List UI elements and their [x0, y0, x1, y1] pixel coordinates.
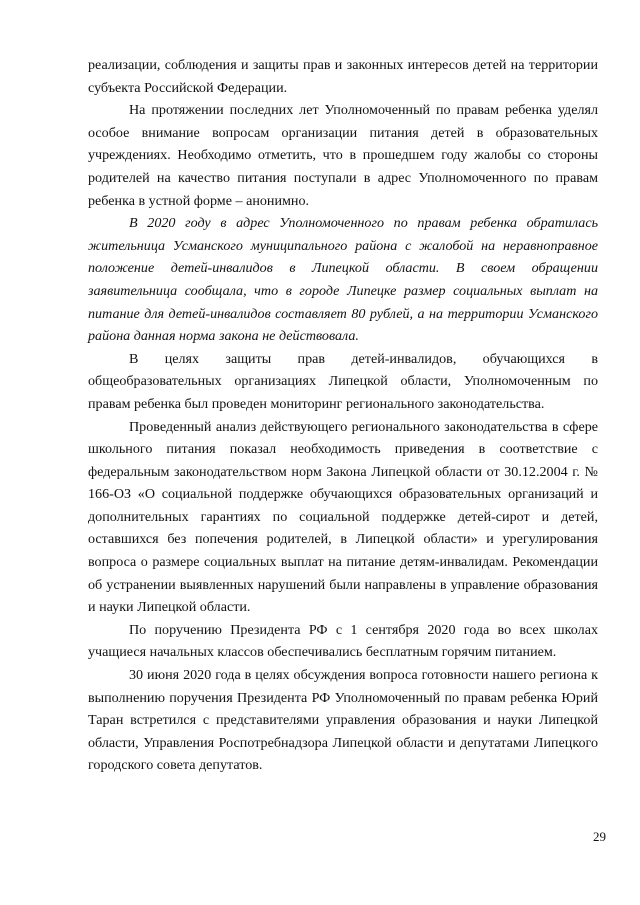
paragraph-complaint-case: В 2020 году в адрес Уполномоченного по правам ребенка обратилась жительница Усманского муниципального района с жалобой на неравноправное положение детей-инвалидов в Липецкой области. В своем обращении заявительница сообщала, что в городе Липецке размер социальных выплат на питание для детей-инвалидов составляет 80 рублей, а на территории Усманского района данная норма закона не действовала. [88, 215, 598, 345]
document-page [88, 54, 598, 777]
paragraph-meeting: 30 июня 2020 года в целях обсуждения вопроса готовности нашего региона к выполнению поручения Президента РФ Уполномоченный по правам ребенка Юрий Таран встретился с представителями управления образования и науки Липецкой области, Управления Роспотребнадзора Липецкой области и депутатами Липецкого городского совета депутатов. [88, 667, 598, 774]
paragraph-legislation-analysis: Проведенный анализ действующего регионального законодательства в сфере школьного питания показал необходимость приведения в соответствие с федеральным законодательством норм Закона Липецкой области от 30.12.2004 г. № 166-ОЗ «О социальной поддержке обучающихся образовательных организаций и дополнительных гарантиях по социальной поддержке детей-сирот и детей, оставшихся без попечения родителей, в Липецкой области» и урегулирования вопроса о размере социальных выплат на питание детям-инвалидам. Рекомендации об устранении выявленных нарушений были направлены в управление образования и науки Липецкой области. [88, 418, 598, 616]
paragraph-continuation: реализации, соблюдения и защиты прав и законных интересов детей на территории субъекта Российской Федерации. [88, 57, 598, 96]
paragraph-president-order: По поручению Президента РФ с 1 сентября 2020 года во всех школах учащиеся начальных классов обеспечивались бесплатным горячим питанием. [88, 621, 598, 661]
paragraph-monitoring: В целях защиты прав детей-инвалидов, обучающихся в общеобразовательных организациях Липецкой области, Уполномоченным по правам ребенка был проведен мониторинг регионального законодательства. [88, 350, 598, 412]
paragraph-ombudsman-attention: На протяжении последних лет Уполномоченный по правам ребенка уделял особое внимание вопросам организации питания детей в образовательных учреждениях. Необходимо отметить, что в прошедшем году жалобы со стороны родителей на качество питания поступали в адрес Уполномоченного по правам ребенка в устной форме – анонимно. [88, 102, 598, 209]
page-number: 29 [593, 829, 606, 844]
